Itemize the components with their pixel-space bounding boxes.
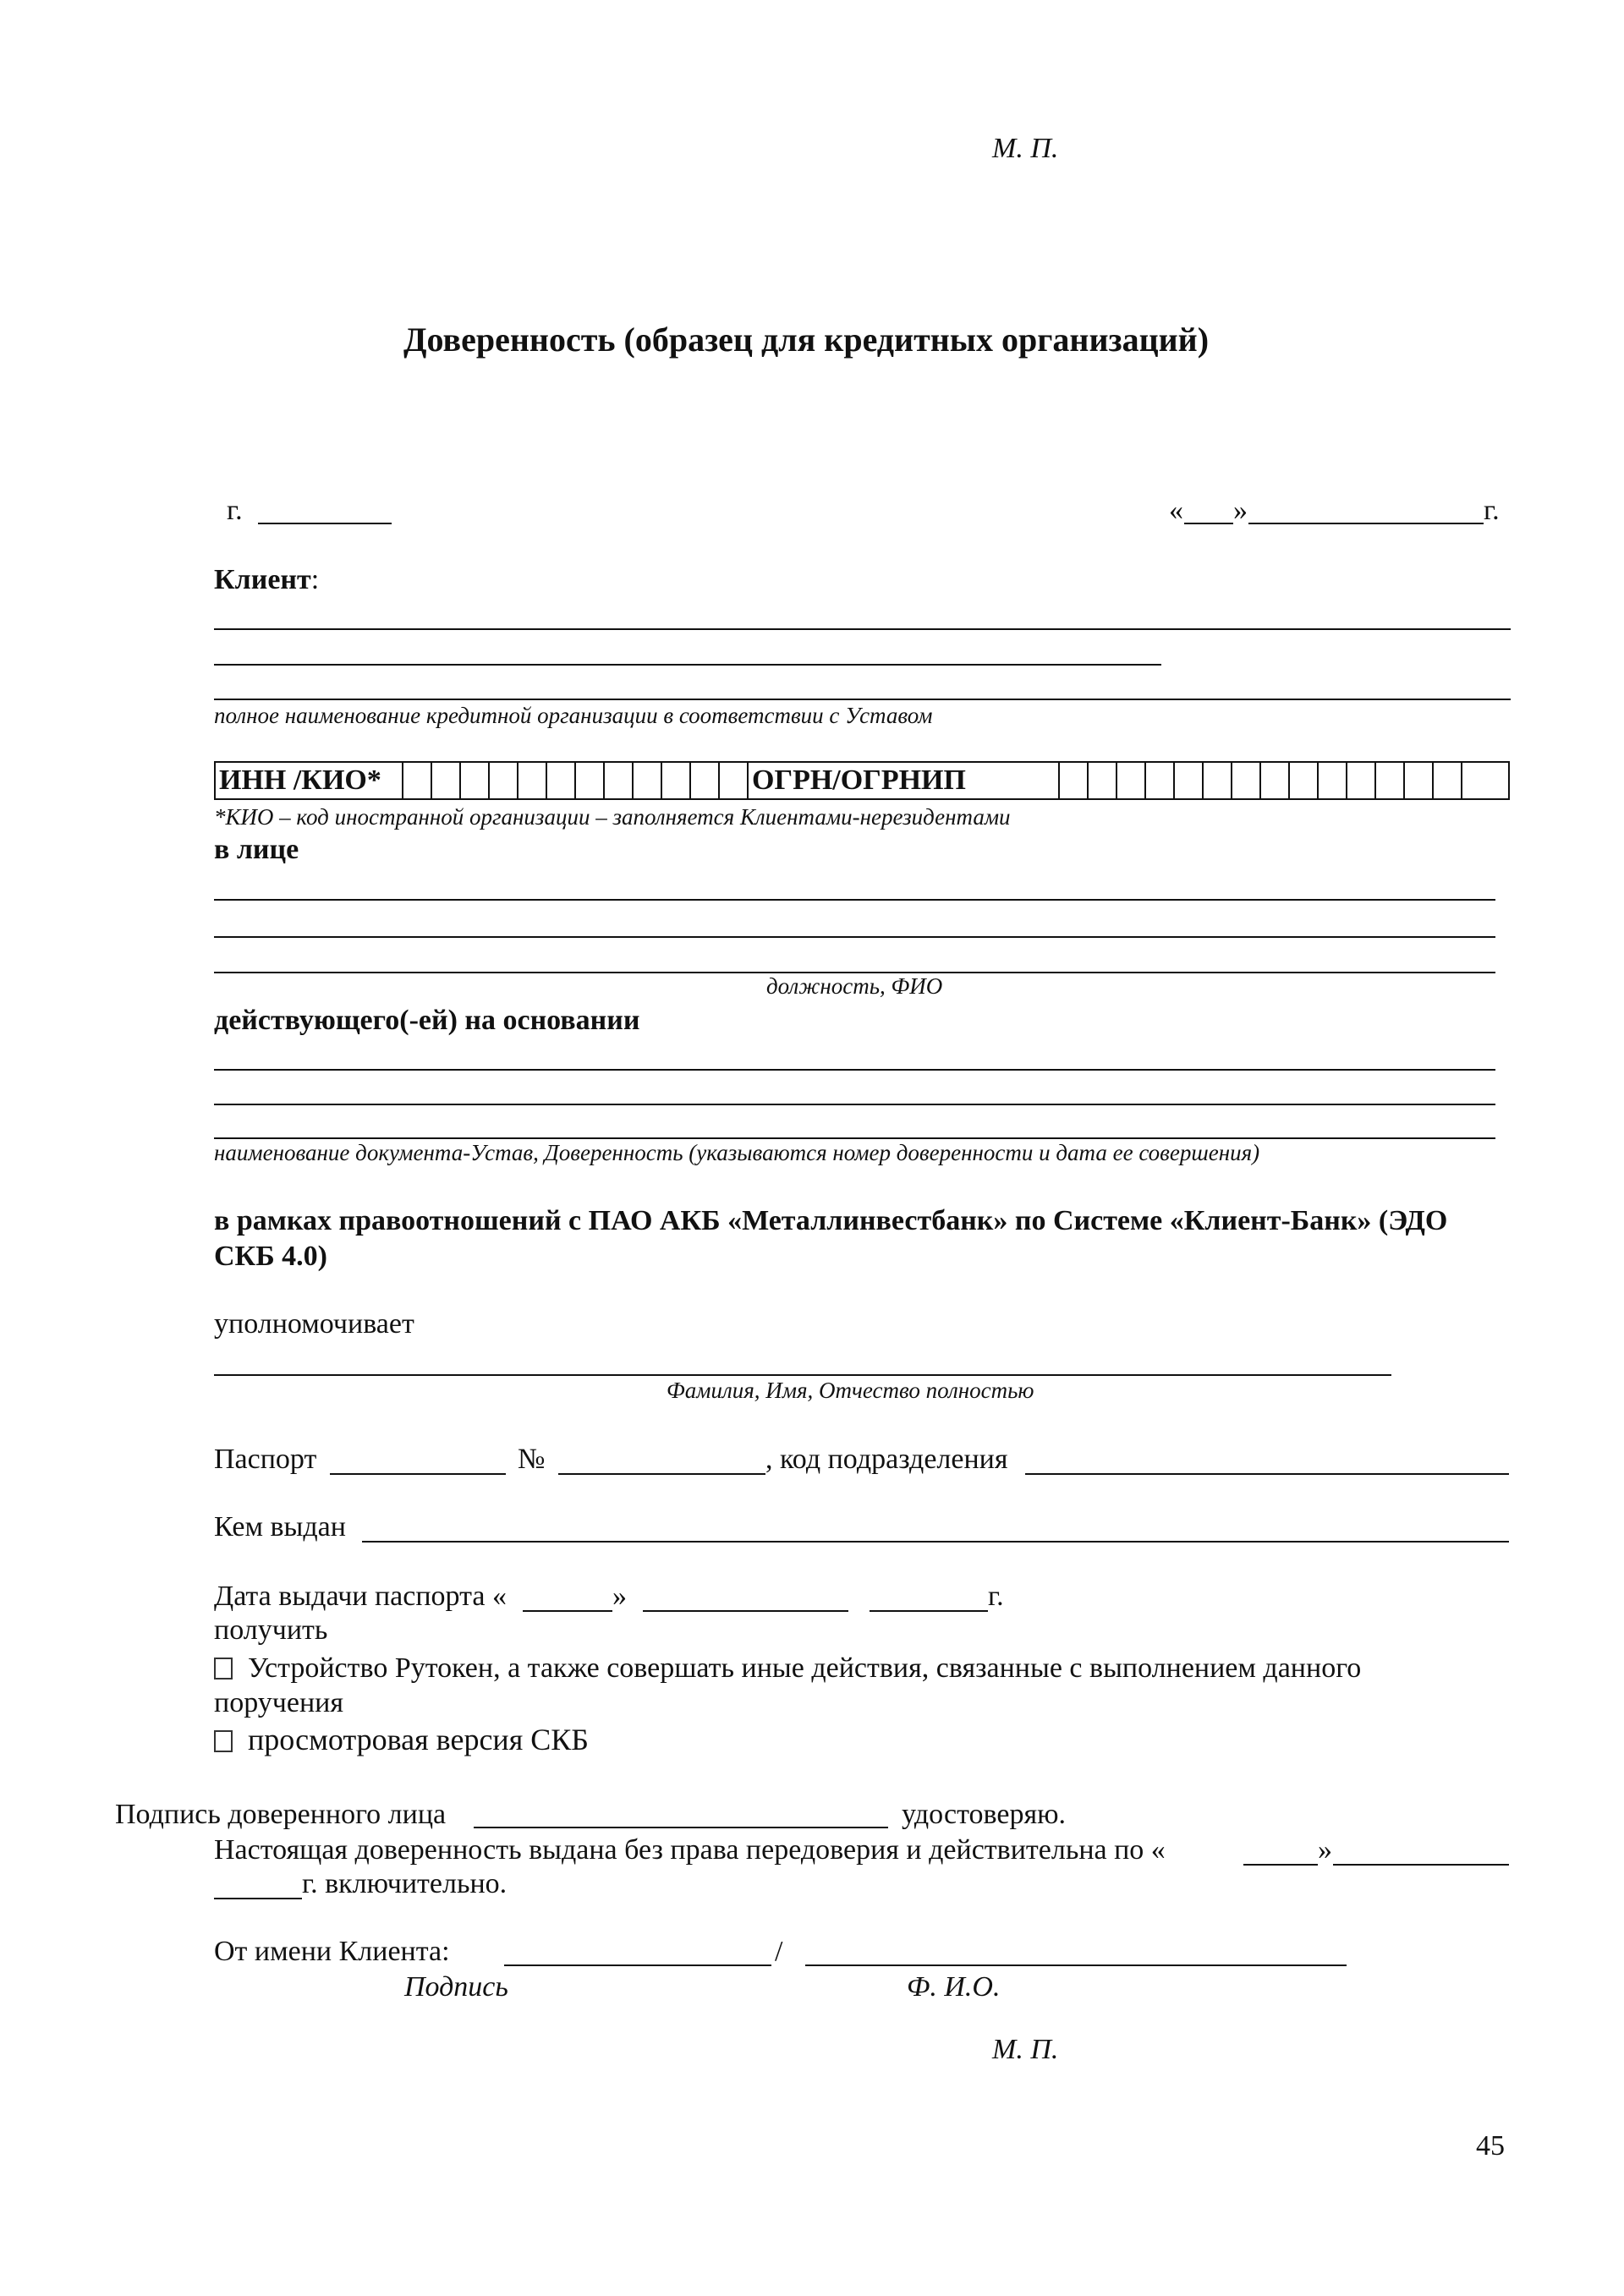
passport-code-label: , код подразделения	[765, 1444, 1008, 1475]
date-day-field[interactable]	[1184, 523, 1233, 524]
inn-cell[interactable]	[461, 763, 490, 798]
page-number: 45	[1476, 2130, 1505, 2162]
relations-line-1: в рамках правоотношений с ПАО АКБ «Металлинвестбанк» по Системе «Клиент-Банк» (ЭДО	[214, 1205, 1448, 1236]
ogrn-cell[interactable]	[1290, 763, 1319, 798]
kio-note: *КИО – код иностранной организации – заполняется Клиентами-нерезидентами	[214, 804, 1011, 830]
client-caption: полное наименование кредитной организации в соответствии с Уставом	[214, 703, 933, 728]
option-rutoken-text: Устройство Рутокен, а также совершать иные действия, связанные с выполнением данного	[248, 1652, 1362, 1684]
inn-cell[interactable]	[720, 763, 749, 798]
ogrn-cell[interactable]	[1146, 763, 1175, 798]
ogrn-cell[interactable]	[1319, 763, 1347, 798]
fio-short-caption: Ф. И.О.	[907, 1971, 1001, 2003]
position-caption: должность, ФИО	[766, 973, 943, 999]
validity-line-1	[214, 1833, 1495, 1867]
date-month-year-field[interactable]	[1248, 523, 1484, 524]
issue-date-close: »	[612, 1581, 627, 1612]
validity-close: »	[1318, 1834, 1332, 1866]
position-field-2[interactable]	[214, 936, 1495, 938]
inn-cell[interactable]	[576, 763, 605, 798]
ogrn-cell[interactable]	[1089, 763, 1117, 798]
validity-text: Настоящая доверенность выдана без права передоверия и действительна по «	[214, 1834, 1166, 1866]
option-view-version	[214, 1722, 589, 1757]
date-close-quote: »	[1233, 495, 1248, 526]
position-field-1[interactable]	[214, 899, 1495, 901]
client-signature-field[interactable]	[504, 1964, 771, 1966]
issued-by-field[interactable]	[362, 1541, 1509, 1543]
on-behalf-slash: /	[775, 1936, 783, 1967]
client-label-wrap	[214, 563, 319, 597]
fio-field[interactable]	[214, 1374, 1391, 1376]
basis-label: действующего(-ей) на основании	[214, 1005, 640, 1036]
issue-year-field[interactable]	[870, 1610, 988, 1612]
trustee-signature-field[interactable]	[474, 1827, 888, 1828]
validity-day-field[interactable]	[1243, 1864, 1318, 1866]
client-field-2[interactable]	[214, 664, 1161, 666]
ogrn-cell[interactable]	[1434, 763, 1462, 798]
validity-line-2: г. включительно.	[302, 1868, 508, 1899]
ogrn-cell[interactable]	[1117, 763, 1146, 798]
ogrn-cell[interactable]	[1060, 763, 1089, 798]
client-field-3[interactable]	[214, 699, 1511, 700]
client-colon: :	[310, 564, 320, 595]
fio-caption: Фамилия, Имя, Отчество полностью	[667, 1378, 1034, 1403]
passport-number-sign: №	[518, 1444, 546, 1475]
validity-year-field[interactable]	[214, 1898, 302, 1899]
inn-cell[interactable]	[634, 763, 662, 798]
ogrn-cell[interactable]	[1232, 763, 1261, 798]
inn-cell[interactable]	[662, 763, 691, 798]
ogrn-cell[interactable]	[1261, 763, 1290, 798]
ogrn-label: ОГРН/ОГРНИП	[749, 763, 1060, 798]
inn-cell[interactable]	[490, 763, 518, 798]
on-behalf-label: От имени Клиента:	[214, 1936, 450, 1967]
trustee-signature-label: Подпись доверенного лица	[115, 1799, 447, 1830]
issued-by-label: Кем выдан	[214, 1511, 346, 1543]
ogrn-cell[interactable]	[1347, 763, 1376, 798]
inn-cell[interactable]	[547, 763, 576, 798]
city-prefix: г.	[227, 495, 243, 526]
in-person-label: в лице	[214, 834, 299, 865]
basis-caption: наименование документа-Устав, Доверенность (указываются номер доверенности и дата ее совершения)	[214, 1140, 1260, 1165]
option-rutoken	[214, 1651, 1511, 1686]
inn-cell[interactable]	[605, 763, 634, 798]
inn-cell[interactable]	[432, 763, 461, 798]
ogrn-cell[interactable]	[1405, 763, 1434, 798]
sign-caption: Подпись	[404, 1971, 508, 2003]
ogrn-cell[interactable]	[1175, 763, 1204, 798]
basis-field-2[interactable]	[214, 1104, 1495, 1105]
date-suffix: г.	[1484, 495, 1500, 526]
inn-kio-label: ИНН /КИО*	[216, 763, 403, 798]
basis-field-1[interactable]	[214, 1069, 1495, 1071]
inn-cell[interactable]	[518, 763, 547, 798]
rutoken-checkbox[interactable]	[214, 1658, 233, 1680]
option-rutoken-cont: поручения	[214, 1687, 343, 1718]
issue-month-field[interactable]	[643, 1610, 848, 1612]
view-version-checkbox[interactable]	[214, 1730, 233, 1752]
client-fio-field[interactable]	[805, 1964, 1347, 1966]
issue-date-label: Дата выдачи паспорта «	[214, 1581, 507, 1612]
issue-date-year-suffix: г.	[988, 1581, 1004, 1612]
passport-number-field[interactable]	[558, 1473, 765, 1475]
inn-cell[interactable]	[403, 763, 432, 798]
relations-line-2: СКБ 4.0)	[214, 1241, 328, 1272]
issue-day-field[interactable]	[523, 1610, 612, 1612]
registration-table	[214, 761, 1510, 800]
ogrn-cell[interactable]	[1376, 763, 1405, 798]
mp-bottom: М. П.	[992, 2034, 1059, 2065]
option-view-version-text: просмотровая версия СКБ	[248, 1723, 589, 1756]
date-open-quote: «	[1169, 495, 1183, 526]
inn-cell[interactable]	[691, 763, 720, 798]
receive-label: получить	[214, 1614, 328, 1646]
passport-label: Паспорт	[214, 1444, 317, 1475]
passport-code-field[interactable]	[1025, 1473, 1509, 1475]
validity-month-field[interactable]	[1333, 1864, 1509, 1866]
city-field[interactable]	[258, 523, 392, 524]
client-label: Клиент	[214, 564, 311, 595]
document-title: Доверенность (образец для кредитных организаций)	[403, 321, 1210, 359]
ogrn-cell[interactable]	[1462, 763, 1491, 798]
passport-series-field[interactable]	[330, 1473, 506, 1475]
mp-top: М. П.	[992, 133, 1059, 164]
ogrn-cell[interactable]	[1204, 763, 1232, 798]
certify-label: удостоверяю.	[902, 1799, 1066, 1830]
client-field-1[interactable]	[214, 628, 1511, 630]
authorizes-label: уполномочивает	[214, 1308, 414, 1340]
